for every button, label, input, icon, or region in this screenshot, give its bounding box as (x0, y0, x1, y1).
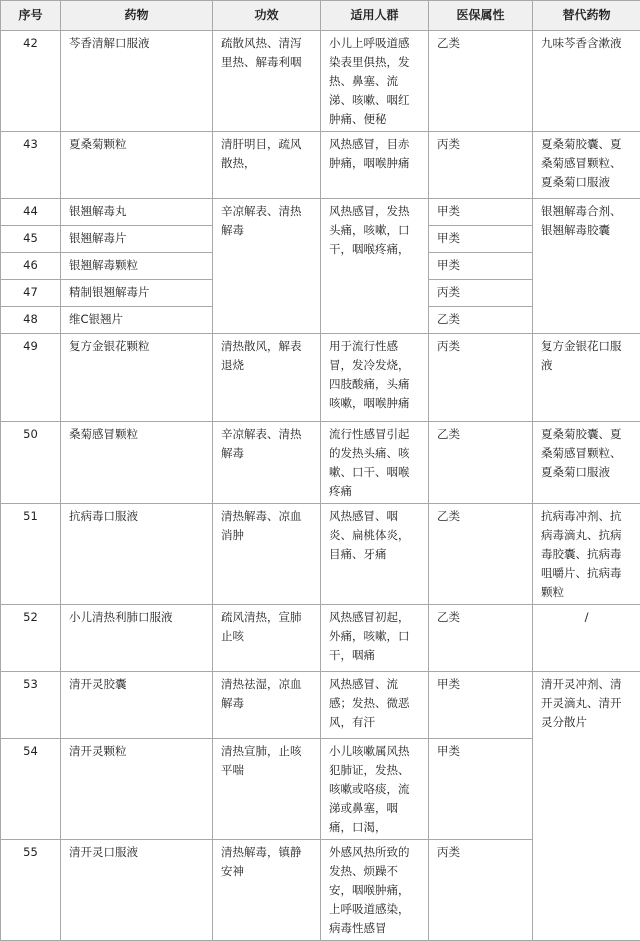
cell-drug: 复方金银花颗粒 (61, 334, 213, 422)
cell-drug: 银翘解毒颗粒 (61, 253, 213, 280)
cell-drug: 银翘解毒丸 (61, 199, 213, 226)
cell-drug: 清开灵口服液 (61, 840, 213, 941)
cell-drug: 维C银翘片 (61, 307, 213, 334)
cell-alternative: 复方金银花口服液 (533, 334, 640, 422)
cell-alternative: 清开灵冲剂、清开灵滴丸、清开灵分散片 (533, 672, 640, 941)
cell-insurance: 乙类 (429, 605, 533, 672)
cell-insurance: 乙类 (429, 422, 533, 504)
table-row (1, 672, 640, 739)
cell-group: 风热感冒、咽炎、扁桃体炎，目痛、牙痛 (321, 504, 429, 605)
cell-num: 50 (1, 422, 61, 504)
cell-effect: 清热宣肺，止咳平喘 (213, 739, 321, 840)
cell-insurance: 乙类 (429, 504, 533, 605)
cell-alternative: / (533, 605, 640, 672)
cell-group: 风热感冒初起，外痛，咳嗽，口干，咽痛 (321, 605, 429, 672)
cell-insurance: 丙类 (429, 280, 533, 307)
cell-effect: 清热解毒，镇静安神 (213, 840, 321, 941)
cell-effect: 清热解毒、凉血消肿 (213, 504, 321, 605)
cell-effect: 清肝明目，疏风散热， (213, 132, 321, 199)
cell-alternative: 银翘解毒合剂、银翘解毒胶囊 (533, 199, 640, 334)
cell-group: 风热感冒、流感；发热、微恶风，有汗 (321, 672, 429, 739)
cell-alternative: 夏桑菊胶囊、夏桑菊感冒颗粒、夏桑菊口服液 (533, 132, 640, 199)
header-drug: 药物 (61, 1, 213, 31)
cell-effect: 清热祛湿，凉血解毒 (213, 672, 321, 739)
cell-num: 47 (1, 280, 61, 307)
cell-drug: 夏桑菊颗粒 (61, 132, 213, 199)
cell-drug: 银翘解毒片 (61, 226, 213, 253)
cell-group: 外感风热所致的发热、烦躁不安，咽喉肿痛，上呼吸道感染，病毒性感冒 (321, 840, 429, 941)
cell-insurance: 丙类 (429, 334, 533, 422)
table-row (1, 334, 640, 422)
table-row (1, 132, 640, 199)
cell-drug: 小儿清热利肺口服液 (61, 605, 213, 672)
cell-num: 51 (1, 504, 61, 605)
cell-group: 风热感冒，目赤肿痛，咽喉肿痛 (321, 132, 429, 199)
cell-drug: 精制银翘解毒片 (61, 280, 213, 307)
cell-alternative: 抗病毒冲剂、抗病毒滴丸、抗病毒胶囊、抗病毒咀嚼片、抗病毒颗粒 (533, 504, 640, 605)
cell-group: 流行性感冒引起的发热头痛、咳嗽、口干、咽喉疼痛 (321, 422, 429, 504)
cell-num: 43 (1, 132, 61, 199)
table-row (1, 31, 640, 132)
cell-insurance: 乙类 (429, 307, 533, 334)
cell-effect: 辛凉解表、清热解毒 (213, 199, 321, 334)
cell-effect: 疏散风热、清泻里热、解毒利咽 (213, 31, 321, 132)
cell-effect: 疏风清热，宣肺止咳 (213, 605, 321, 672)
cell-num: 55 (1, 840, 61, 941)
cell-insurance: 乙类 (429, 31, 533, 132)
cell-group: 小儿上呼吸道感染表里俱热，发热、鼻塞、流涕、咳嗽、咽红肿痛、便秘 (321, 31, 429, 132)
cell-num: 52 (1, 605, 61, 672)
cell-num: 53 (1, 672, 61, 739)
header-insurance: 医保属性 (429, 1, 533, 31)
cell-alternative: 九味芩香含漱液 (533, 31, 640, 132)
cell-effect: 辛凉解表、清热解毒 (213, 422, 321, 504)
header-num: 序号 (1, 1, 61, 31)
header-group: 适用人群 (321, 1, 429, 31)
cell-num: 44 (1, 199, 61, 226)
cell-num: 48 (1, 307, 61, 334)
header-effect: 功效 (213, 1, 321, 31)
cell-insurance: 甲类 (429, 672, 533, 739)
table-row (1, 605, 640, 672)
cell-drug: 桑菊感冒颗粒 (61, 422, 213, 504)
cell-group: 用于流行性感冒，发冷发烧，四肢酸痛，头痛咳嗽，咽喉肿痛 (321, 334, 429, 422)
cell-effect: 清热散风，解表退烧 (213, 334, 321, 422)
cell-num: 42 (1, 31, 61, 132)
table-row (1, 504, 640, 605)
cell-drug: 抗病毒口服液 (61, 504, 213, 605)
cell-num: 45 (1, 226, 61, 253)
cell-group: 小儿咳嗽属风热犯肺证，发热、咳嗽或咯痰，流涕或鼻塞，咽痛，口渴， (321, 739, 429, 840)
cell-num: 46 (1, 253, 61, 280)
header-alternative: 替代药物 (533, 1, 640, 31)
cell-num: 49 (1, 334, 61, 422)
cell-drug: 清开灵胶囊 (61, 672, 213, 739)
cell-alternative: 夏桑菊胶囊、夏桑菊感冒颗粒、夏桑菊口服液 (533, 422, 640, 504)
cell-insurance: 甲类 (429, 199, 533, 226)
cell-drug: 芩香清解口服液 (61, 31, 213, 132)
table-row (1, 422, 640, 504)
table-row (1, 199, 640, 226)
cell-insurance: 丙类 (429, 840, 533, 941)
cell-insurance: 甲类 (429, 253, 533, 280)
cell-drug: 清开灵颗粒 (61, 739, 213, 840)
cell-num: 54 (1, 739, 61, 840)
cell-insurance: 甲类 (429, 739, 533, 840)
cell-insurance: 甲类 (429, 226, 533, 253)
cell-group: 风热感冒，发热头痛，咳嗽，口干，咽喉疼痛， (321, 199, 429, 334)
cell-insurance: 丙类 (429, 132, 533, 199)
table-header-row (1, 1, 640, 31)
